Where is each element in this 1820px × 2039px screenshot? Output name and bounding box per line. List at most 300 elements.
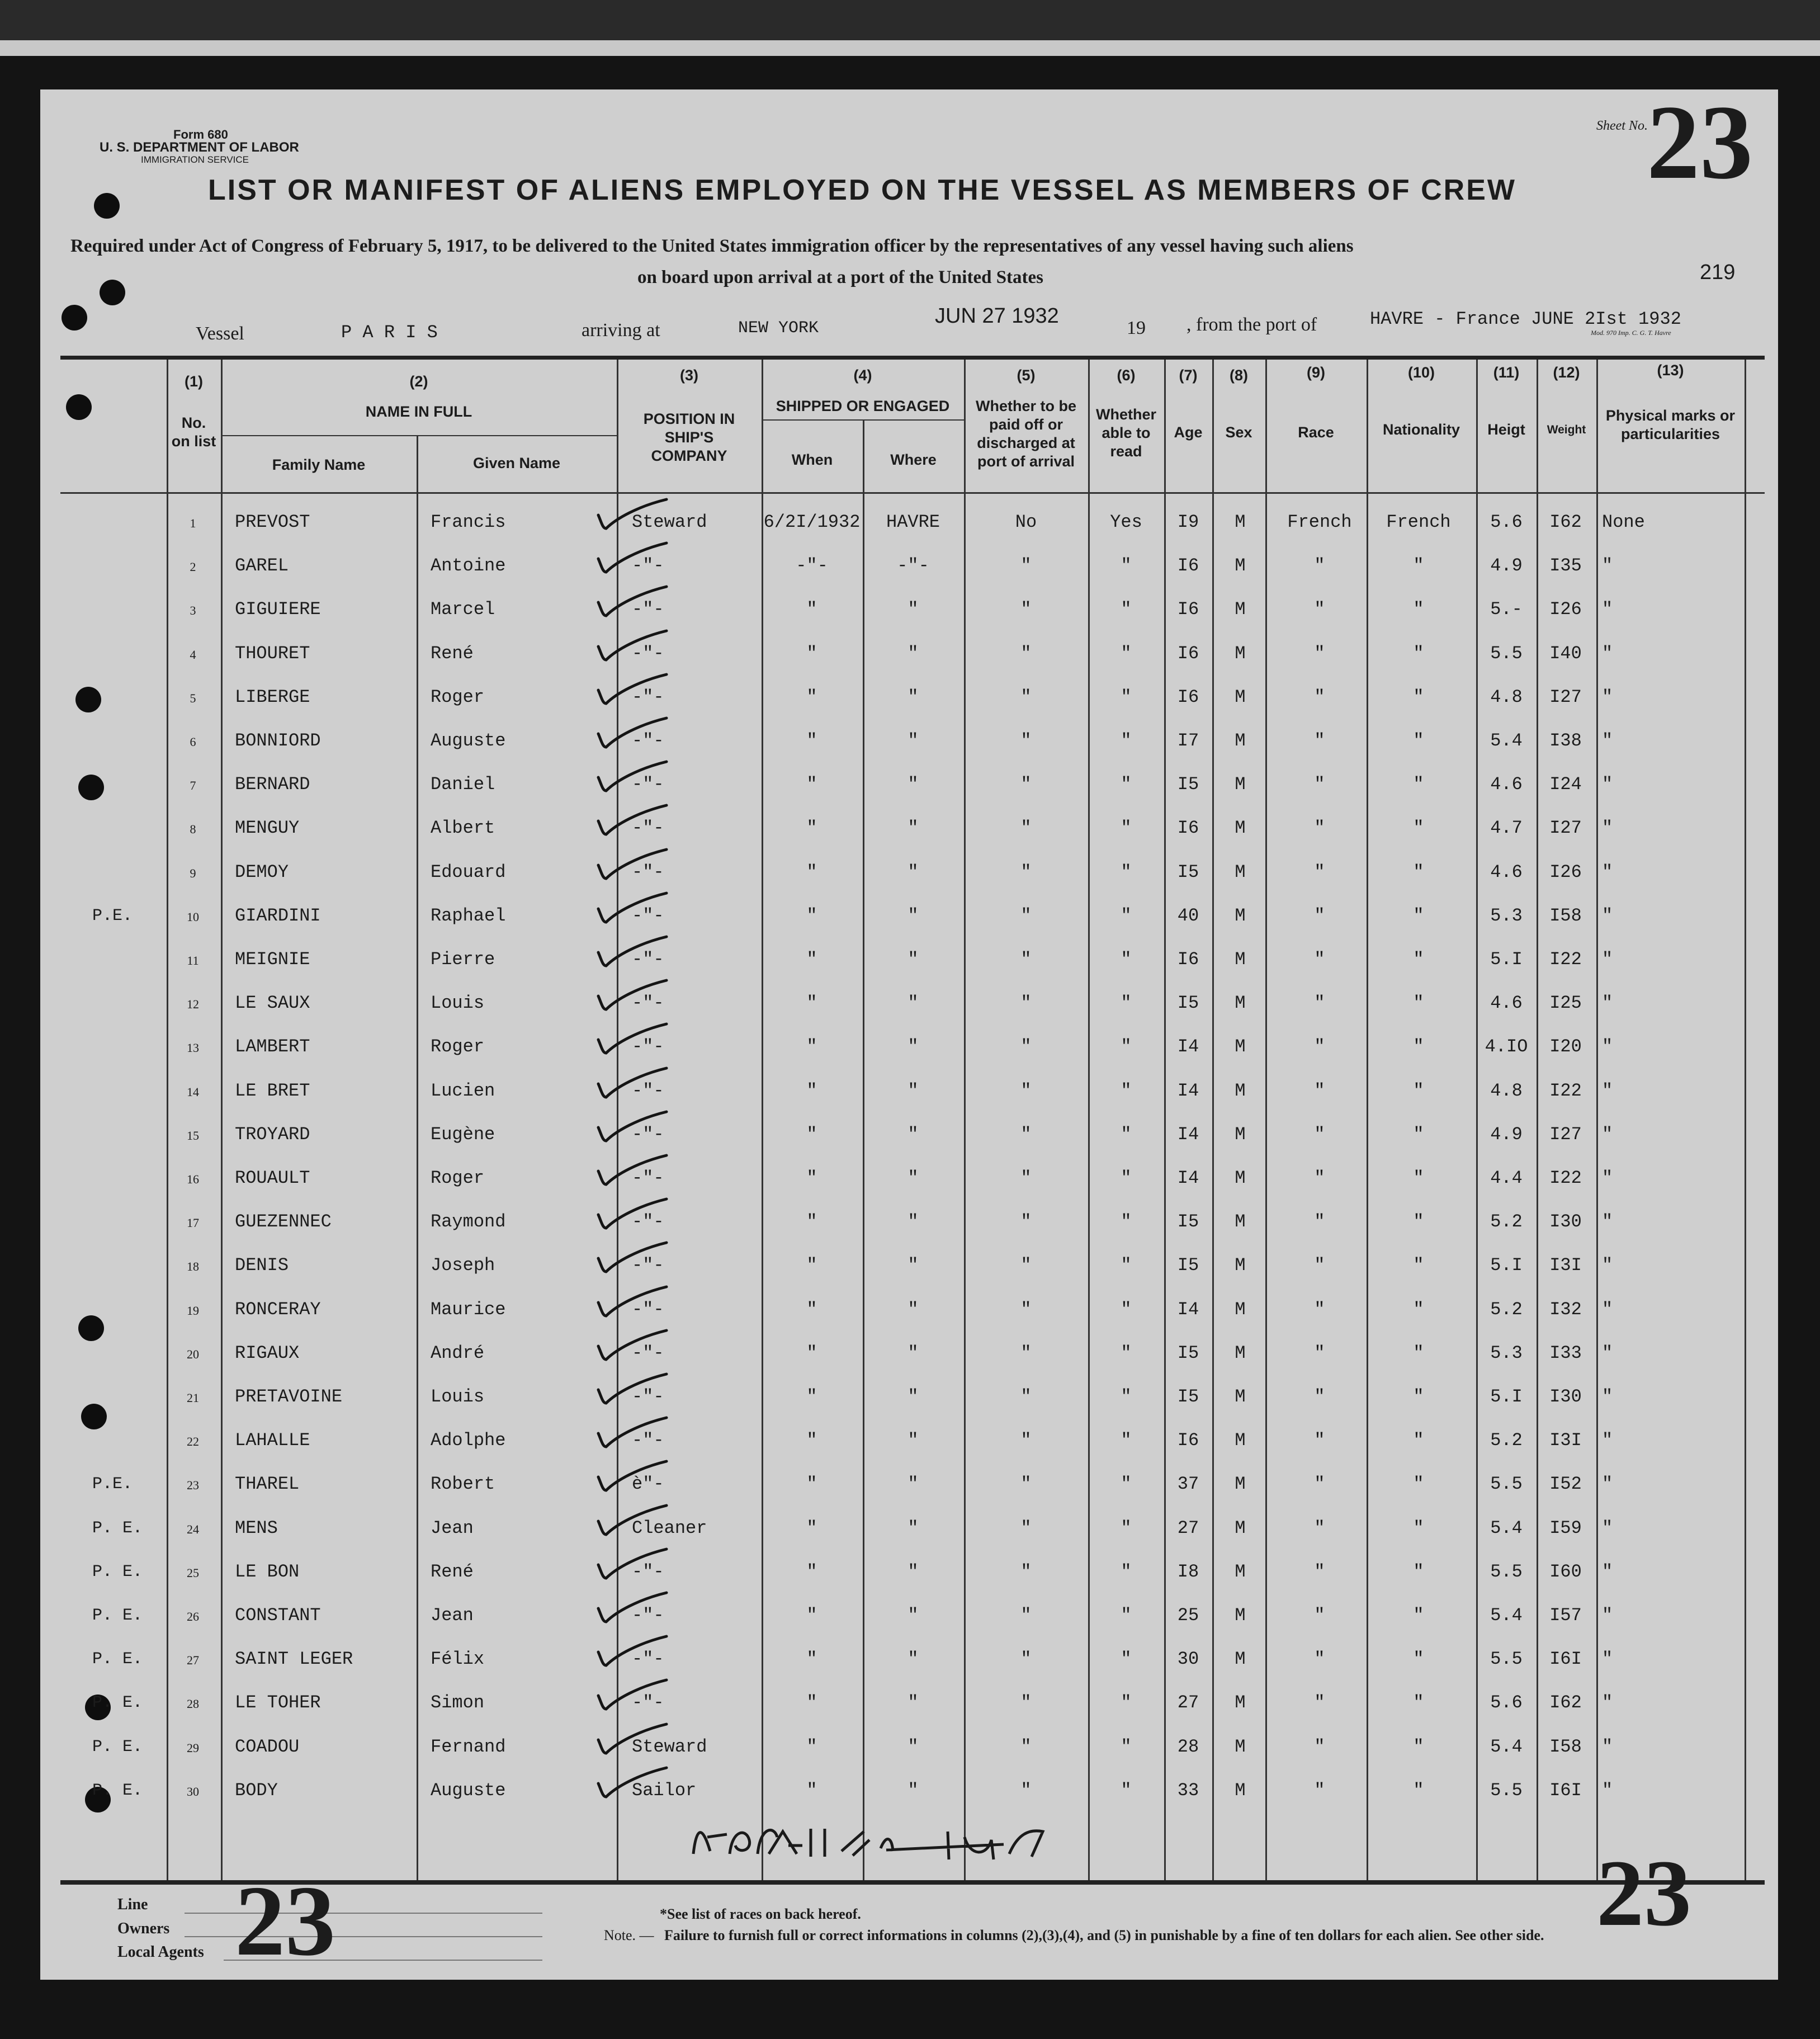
able-to-read: " xyxy=(1121,949,1132,970)
punch-hole xyxy=(81,1404,107,1429)
shipped-where: " xyxy=(907,1124,919,1145)
race: " xyxy=(1314,1430,1325,1451)
weight: I38 xyxy=(1549,730,1582,751)
nationality: " xyxy=(1413,1168,1424,1188)
race: " xyxy=(1314,1736,1325,1757)
races-note: *See list of races on back hereof. xyxy=(660,1906,861,1922)
physical-marks: " xyxy=(1602,1342,1613,1363)
position: -"- xyxy=(632,818,664,839)
given-name: Roger xyxy=(431,686,485,707)
paid-off: " xyxy=(1020,861,1032,882)
pe-label: P. E. xyxy=(92,1693,143,1713)
punch-hole xyxy=(94,193,120,219)
race: " xyxy=(1314,905,1325,926)
height: 4.6 xyxy=(1490,774,1523,795)
physical-marks: " xyxy=(1602,1255,1613,1276)
paid-off: " xyxy=(1020,1124,1032,1145)
sex: M xyxy=(1235,686,1246,707)
given-name: Roger xyxy=(431,1168,485,1188)
physical-marks: " xyxy=(1602,861,1613,882)
physical-marks: " xyxy=(1602,1080,1613,1101)
col-6-number: (6) xyxy=(1117,367,1136,384)
given-name: Lucien xyxy=(431,1080,495,1101)
nationality: " xyxy=(1413,1080,1424,1101)
col-3-header: POSITION IN SHIP'S COMPANY xyxy=(643,410,735,464)
check-mark-icon xyxy=(594,1239,678,1278)
able-to-read: " xyxy=(1121,861,1132,882)
age: I6 xyxy=(1177,949,1199,970)
shipped-where: " xyxy=(907,643,919,664)
height: 5.6 xyxy=(1490,1692,1523,1714)
check-mark-icon xyxy=(594,496,678,535)
physical-marks: " xyxy=(1602,730,1613,751)
pe-label: P. E. xyxy=(92,1781,143,1800)
shipped-when: " xyxy=(806,1080,817,1101)
nationality: " xyxy=(1413,730,1424,751)
nationality: " xyxy=(1413,1605,1424,1626)
paid-off: No xyxy=(1015,512,1037,532)
age: I5 xyxy=(1177,1386,1199,1407)
able-to-read: " xyxy=(1121,1780,1132,1801)
col-rule xyxy=(221,360,223,1880)
given-name: Simon xyxy=(431,1692,485,1714)
row-number: 25 xyxy=(187,1565,199,1580)
able-to-read: " xyxy=(1121,1430,1132,1451)
race: " xyxy=(1314,1474,1325,1495)
page-title: LIST OR MANIFEST OF ALIENS EMPLOYED ON THE VESSEL AS MEMBERS OF CREW xyxy=(208,174,1516,206)
shipped-when: " xyxy=(806,818,817,839)
able-to-read: " xyxy=(1121,1124,1132,1145)
given-name: René xyxy=(431,643,474,664)
shipped-where: " xyxy=(907,1649,919,1670)
given-name: André xyxy=(431,1342,485,1363)
race: " xyxy=(1314,1036,1325,1058)
given-name: Louis xyxy=(431,1386,485,1407)
race: " xyxy=(1314,1649,1325,1670)
race: " xyxy=(1314,1080,1325,1101)
weight: I27 xyxy=(1549,818,1582,839)
nationality: " xyxy=(1413,1211,1424,1233)
family-name: PRETAVOINE xyxy=(235,1386,343,1407)
pe-label: P. E. xyxy=(92,1518,143,1538)
shipped-when: " xyxy=(806,1517,817,1538)
owners-label: Owners xyxy=(117,1920,170,1937)
sex: M xyxy=(1235,1605,1246,1626)
given-name: Auguste xyxy=(431,730,506,751)
family-name: RIGAUX xyxy=(235,1342,300,1363)
shipped-when: " xyxy=(806,599,817,620)
weight: I22 xyxy=(1549,1168,1582,1188)
age: I6 xyxy=(1177,818,1199,839)
given-name: Daniel xyxy=(431,774,495,795)
physical-marks: " xyxy=(1602,949,1613,970)
paid-off: " xyxy=(1020,1692,1032,1714)
physical-marks: " xyxy=(1602,1036,1613,1058)
physical-marks: " xyxy=(1602,1692,1613,1714)
paid-off: " xyxy=(1020,1386,1032,1407)
shipped-where: " xyxy=(907,1517,919,1538)
weight: I60 xyxy=(1549,1561,1582,1582)
age: 28 xyxy=(1177,1736,1199,1757)
race: " xyxy=(1314,1255,1325,1276)
age: I5 xyxy=(1177,861,1199,882)
position: -"- xyxy=(632,1211,664,1233)
paid-off: " xyxy=(1020,1561,1032,1582)
family-name: TROYARD xyxy=(235,1124,310,1145)
position: -"- xyxy=(632,1124,664,1145)
weight: I3I xyxy=(1549,1255,1582,1276)
position: -"- xyxy=(632,905,664,926)
col-7-number: (7) xyxy=(1179,367,1198,384)
race: " xyxy=(1314,861,1325,882)
sheet-label: Sheet No. xyxy=(1596,119,1648,133)
col-rule xyxy=(964,360,966,1880)
sheet-number: 23 xyxy=(1647,84,1753,201)
physical-marks: " xyxy=(1602,1561,1613,1582)
sex: M xyxy=(1235,1386,1246,1407)
shipped-when: " xyxy=(806,1386,817,1407)
shipped-when: 6/2I/1932 xyxy=(763,512,861,532)
height: 5.3 xyxy=(1490,1342,1523,1363)
race: " xyxy=(1314,555,1325,577)
able-to-read: " xyxy=(1121,1736,1132,1757)
physical-marks: " xyxy=(1602,905,1613,926)
shipped-when: " xyxy=(806,1342,817,1363)
given-name: Fernand xyxy=(431,1736,506,1757)
family-name: MENS xyxy=(235,1517,278,1538)
position: -"- xyxy=(632,686,664,707)
shipped-when: " xyxy=(806,1474,817,1495)
shipped-when: " xyxy=(806,1168,817,1188)
physical-marks: " xyxy=(1602,1736,1613,1757)
weight: I26 xyxy=(1549,861,1582,882)
paid-off: " xyxy=(1020,1255,1032,1276)
check-mark-icon xyxy=(594,1152,678,1191)
check-mark-icon xyxy=(594,1721,678,1760)
paid-off: " xyxy=(1020,1211,1032,1233)
family-name: LAHALLE xyxy=(235,1430,310,1451)
nationality: " xyxy=(1413,1342,1424,1363)
age: I5 xyxy=(1177,993,1199,1014)
vessel-name: P A R I S xyxy=(341,322,438,343)
check-mark-icon xyxy=(594,1764,678,1804)
height: 5.5 xyxy=(1490,1780,1523,1801)
age: 37 xyxy=(1177,1474,1199,1495)
weight: I57 xyxy=(1549,1605,1582,1626)
row-number: 20 xyxy=(187,1347,199,1361)
able-to-read: " xyxy=(1121,1211,1132,1233)
shipped-where: " xyxy=(907,1168,919,1188)
service: IMMIGRATION SERVICE xyxy=(141,154,249,165)
shipped-where: " xyxy=(907,1036,919,1058)
paid-off: " xyxy=(1020,1168,1032,1188)
height: 4.6 xyxy=(1490,993,1523,1014)
nationality: " xyxy=(1413,1517,1424,1538)
col-rule xyxy=(417,436,418,1880)
table-top-rule xyxy=(60,356,1765,360)
family-name: GAREL xyxy=(235,555,289,577)
sex: M xyxy=(1235,512,1246,532)
height: 4.9 xyxy=(1490,555,1523,577)
age: I7 xyxy=(1177,730,1199,751)
nationality: " xyxy=(1413,1474,1424,1495)
check-mark-icon xyxy=(594,1196,678,1235)
row-number: 21 xyxy=(187,1391,199,1405)
vessel-label: Vessel xyxy=(196,323,244,344)
sex: M xyxy=(1235,861,1246,882)
arriving-label: arriving at xyxy=(582,320,660,341)
able-to-read: " xyxy=(1121,1080,1132,1101)
age: I4 xyxy=(1177,1168,1199,1188)
sex: M xyxy=(1235,599,1246,620)
check-mark-icon xyxy=(594,977,678,1016)
family-name: GIARDINI xyxy=(235,905,321,926)
sex: M xyxy=(1235,1649,1246,1670)
nationality: " xyxy=(1413,1692,1424,1714)
shipped-when: " xyxy=(806,1124,817,1145)
nationality: " xyxy=(1413,1649,1424,1670)
position: -"- xyxy=(632,1605,664,1626)
shipped-where: " xyxy=(907,1780,919,1801)
shipped-where: " xyxy=(907,1211,919,1233)
subtitle-line2: on board upon arrival at a port of the United States xyxy=(637,267,1044,287)
shipped-where: " xyxy=(907,861,919,882)
nationality: " xyxy=(1413,599,1424,620)
row-number: 13 xyxy=(187,1041,199,1055)
given-name: Auguste xyxy=(431,1780,506,1801)
age: I4 xyxy=(1177,1299,1199,1320)
paid-off: " xyxy=(1020,818,1032,839)
able-to-read: " xyxy=(1121,1561,1132,1582)
weight: I22 xyxy=(1549,1080,1582,1101)
able-to-read: " xyxy=(1121,1649,1132,1670)
sex: M xyxy=(1235,1780,1246,1801)
able-to-read: " xyxy=(1121,1299,1132,1320)
arriving-port: NEW YORK xyxy=(738,319,819,338)
sex: M xyxy=(1235,555,1246,577)
weight: I32 xyxy=(1549,1299,1582,1320)
paid-off: " xyxy=(1020,1605,1032,1626)
date-stamp: JUN 27 1932 xyxy=(935,304,1059,328)
family-name: RONCERAY xyxy=(235,1299,321,1320)
family-name: GIGUIERE xyxy=(235,599,321,620)
shipped-when: " xyxy=(806,1430,817,1451)
sex: M xyxy=(1235,1211,1246,1233)
height: 5.5 xyxy=(1490,1561,1523,1582)
family-name: MENGUY xyxy=(235,818,300,839)
able-to-read: " xyxy=(1121,1168,1132,1188)
col-5-number: (5) xyxy=(1017,367,1036,384)
sex: M xyxy=(1235,1036,1246,1058)
age: I8 xyxy=(1177,1561,1199,1582)
position: -"- xyxy=(632,861,664,882)
shipped-when: " xyxy=(806,993,817,1014)
shipped-where: " xyxy=(907,1736,919,1757)
position: -"- xyxy=(632,1561,664,1582)
check-mark-icon xyxy=(594,540,678,579)
row-number: 27 xyxy=(187,1653,199,1668)
position: -"- xyxy=(632,949,664,970)
local-agents-label: Local Agents xyxy=(117,1943,204,1961)
col-1-number: (1) xyxy=(185,373,203,390)
nationality: " xyxy=(1413,555,1424,577)
check-mark-icon xyxy=(594,1677,678,1716)
able-to-read: " xyxy=(1121,1342,1132,1363)
paid-off: " xyxy=(1020,1649,1032,1670)
able-to-read: " xyxy=(1121,1036,1132,1058)
position: Steward xyxy=(632,1736,707,1757)
punch-hole xyxy=(75,687,101,712)
shipped-when: " xyxy=(806,1299,817,1320)
physical-marks: " xyxy=(1602,1780,1613,1801)
family-name: LE BRET xyxy=(235,1080,310,1101)
sex: M xyxy=(1235,1124,1246,1145)
family-name: COADOU xyxy=(235,1736,300,1757)
paid-off: " xyxy=(1020,993,1032,1014)
age: I6 xyxy=(1177,555,1199,577)
nationality: " xyxy=(1413,643,1424,664)
shipped-when: " xyxy=(806,1692,817,1714)
sex: M xyxy=(1235,1517,1246,1538)
position: -"- xyxy=(632,774,664,795)
weight: I26 xyxy=(1549,599,1582,620)
col-5-header: Whether to be paid off or discharged at port of arrival xyxy=(976,398,1076,470)
col-13-header: Physical marks or particularities xyxy=(1605,407,1736,442)
shipped-where: " xyxy=(907,1692,919,1714)
family-name: BERNARD xyxy=(235,774,310,795)
position: -"- xyxy=(632,1430,664,1451)
weight: I25 xyxy=(1549,993,1582,1014)
nationality: " xyxy=(1413,686,1424,707)
shipped-when: " xyxy=(806,1255,817,1276)
sex: M xyxy=(1235,1692,1246,1714)
race: " xyxy=(1314,774,1325,795)
paid-off: " xyxy=(1020,643,1032,664)
weight: I33 xyxy=(1549,1342,1582,1363)
age: I5 xyxy=(1177,774,1199,795)
check-mark-icon xyxy=(594,1283,678,1323)
col-9-number: (9) xyxy=(1307,364,1325,381)
sex: M xyxy=(1235,1736,1246,1757)
paid-off: " xyxy=(1020,1517,1032,1538)
physical-marks: " xyxy=(1602,599,1613,620)
race: " xyxy=(1314,1561,1325,1582)
weight: I27 xyxy=(1549,686,1582,707)
paid-off: " xyxy=(1020,1736,1032,1757)
shipped-when: " xyxy=(806,774,817,795)
check-mark-icon xyxy=(594,1458,678,1497)
shipped-where: " xyxy=(907,1605,919,1626)
sex: M xyxy=(1235,1430,1246,1451)
row-number: 16 xyxy=(187,1172,199,1186)
weight: I6I xyxy=(1549,1649,1582,1670)
col-12-header: Weight xyxy=(1547,423,1586,436)
check-mark-icon xyxy=(594,846,678,885)
shipped-where: " xyxy=(907,1386,919,1407)
height: 4.8 xyxy=(1490,1080,1523,1101)
mod-note: Mod. 970 Imp. C. G. T. Havre xyxy=(1591,329,1671,337)
col-10-number: (10) xyxy=(1407,364,1435,381)
pe-label: P.E. xyxy=(92,1475,133,1494)
race: " xyxy=(1314,1211,1325,1233)
family-name: SAINT LEGER xyxy=(235,1649,353,1670)
height: 5.4 xyxy=(1490,1517,1523,1538)
given-name: Eugène xyxy=(431,1124,495,1145)
year-label: 19 xyxy=(1127,318,1146,338)
position: Sailor xyxy=(632,1780,697,1801)
race: " xyxy=(1314,949,1325,970)
nationality: " xyxy=(1413,1299,1424,1320)
age: I4 xyxy=(1177,1124,1199,1145)
position: -"- xyxy=(632,1080,664,1101)
shipped-when: " xyxy=(806,1780,817,1801)
shipped-where: " xyxy=(907,1255,919,1276)
weight: I59 xyxy=(1549,1517,1582,1538)
paid-off: " xyxy=(1020,1474,1032,1495)
given-name: Jean xyxy=(431,1517,474,1538)
race: " xyxy=(1314,1342,1325,1363)
nationality: " xyxy=(1413,774,1424,795)
physical-marks: " xyxy=(1602,818,1613,839)
check-mark-icon xyxy=(594,1327,678,1366)
race: " xyxy=(1314,1124,1325,1145)
family-name: LE TOHER xyxy=(235,1692,321,1714)
from-label: , from the port of xyxy=(1186,314,1317,335)
row-number: 22 xyxy=(187,1434,199,1449)
punch-hole xyxy=(66,394,92,420)
family-name: CONSTANT xyxy=(235,1605,321,1626)
row-number: 10 xyxy=(187,909,199,924)
height: 5.2 xyxy=(1490,1211,1523,1233)
height: 5.5 xyxy=(1490,1474,1523,1495)
row-number: 8 xyxy=(190,822,196,837)
race: " xyxy=(1314,1780,1325,1801)
race: " xyxy=(1314,1386,1325,1407)
weight: I30 xyxy=(1549,1386,1582,1407)
sex: M xyxy=(1235,949,1246,970)
shipped-when: " xyxy=(806,1649,817,1670)
sex: M xyxy=(1235,1474,1246,1495)
row-number: 15 xyxy=(187,1128,199,1143)
check-mark-icon xyxy=(594,1546,678,1585)
height: 5.6 xyxy=(1490,512,1523,532)
sex: M xyxy=(1235,774,1246,795)
sex: M xyxy=(1235,905,1246,926)
row-number: 6 xyxy=(190,735,196,749)
able-to-read: " xyxy=(1121,1474,1132,1495)
height: 5.4 xyxy=(1490,730,1523,751)
weight: I3I xyxy=(1549,1430,1582,1451)
shipped-when: " xyxy=(806,1561,817,1582)
family-name: LE SAUX xyxy=(235,993,310,1014)
paid-off: " xyxy=(1020,1780,1032,1801)
nationality: " xyxy=(1413,1036,1424,1058)
subtitle-line1: Required under Act of Congress of February 5, 1917, to be delivered to the United States immigration officer by the representatives of any vessel having such aliens xyxy=(70,236,1354,256)
col-4a-header: When xyxy=(791,451,833,468)
able-to-read: " xyxy=(1121,1517,1132,1538)
paid-off: " xyxy=(1020,774,1032,795)
position: -"- xyxy=(632,1168,664,1188)
sex: M xyxy=(1235,818,1246,839)
position: -"- xyxy=(632,599,664,620)
paid-off: " xyxy=(1020,686,1032,707)
header-bottom-rule xyxy=(60,492,1765,494)
col-2b-header: Given Name xyxy=(472,455,561,471)
able-to-read: " xyxy=(1121,774,1132,795)
row-number: 17 xyxy=(187,1216,199,1230)
race: " xyxy=(1314,1517,1325,1538)
row-number: 4 xyxy=(190,647,196,662)
